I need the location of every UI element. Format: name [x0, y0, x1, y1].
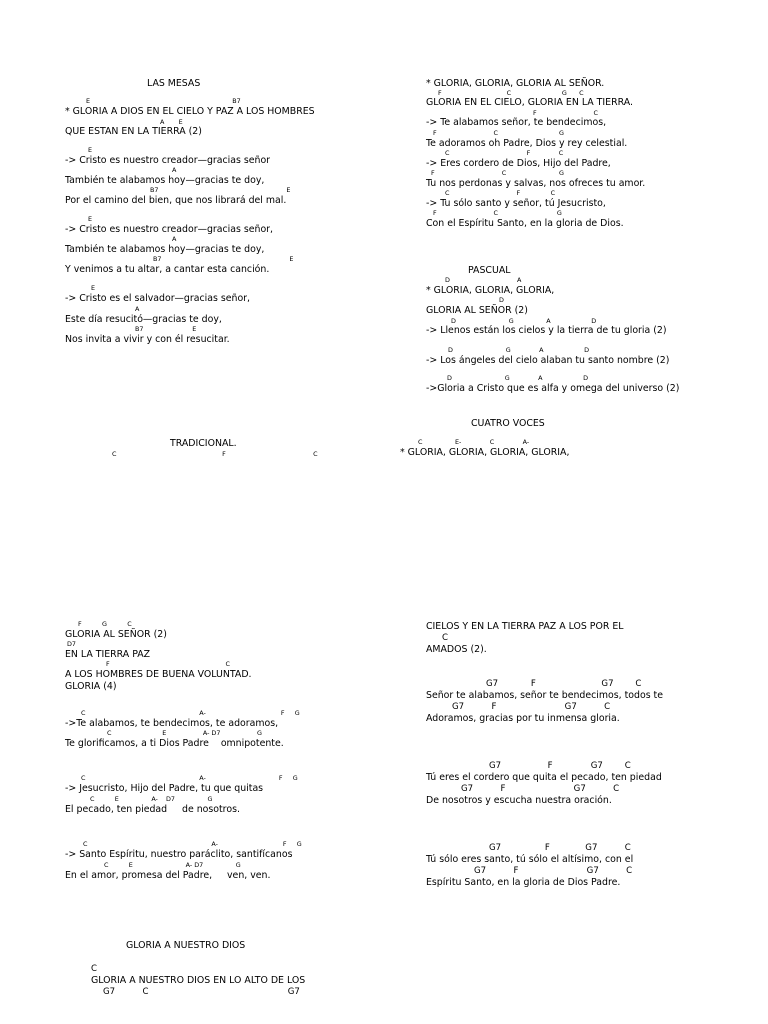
chord-line: B7 E — [153, 255, 294, 263]
lyric-line: -> Cristo es el salvador—gracias señor, — [65, 293, 251, 304]
lyric-line: GLORIA AL SEÑOR (2) — [65, 629, 167, 640]
chord-line: F C — [106, 660, 230, 668]
lyric-line: -> Eres cordero de Dios, Hijo del Padre, — [426, 158, 611, 169]
chord-line: C F C — [445, 189, 556, 197]
lyric-line: * GLORIA, GLORIA, GLORIA AL SEÑOR. — [426, 78, 605, 89]
lyric-line: GLORIA AL SEÑOR (2) — [426, 305, 528, 316]
chord-line: C E A- D7 G — [104, 861, 241, 869]
lyric-line: Tú sólo eres santo, tú sólo el altísimo, con el — [426, 854, 634, 865]
lyric-line: En el amor, promesa del Padre, ven, ven. — [65, 870, 271, 881]
chord-line: G7 F G7 C — [489, 843, 631, 853]
lyric-line: Con el Espíritu Santo, en la gloria de Dios. — [426, 218, 624, 229]
chord-line: D G A D — [448, 346, 590, 354]
lyric-line: * GLORIA A DIOS EN EL CIELO Y PAZ A LOS HOMBRES — [65, 106, 315, 117]
chord-line: C A- F G — [83, 840, 302, 848]
chord-line: G7 F G7 C — [489, 761, 631, 771]
lyric-line: GLORIA A NUESTRO DIOS EN LO ALTO DE LOS — [91, 975, 306, 986]
chord-line: E — [88, 215, 93, 223]
chord-line: A — [172, 235, 177, 243]
song-title: LAS MESAS — [147, 78, 201, 89]
lyric-line: Tu nos perdonas y salvas, nos ofreces tu amor. — [426, 178, 646, 189]
lyric-line: * GLORIA, GLORIA, GLORIA, GLORIA, — [400, 447, 570, 458]
chord-line: A — [135, 305, 140, 313]
chord-line: C E A- D7 G — [107, 729, 262, 737]
chord-line: F C G C — [438, 89, 584, 97]
chord-line: G7 F G7 C — [461, 784, 620, 794]
lyric-line: Te glorificamos, a ti Dios Padre omnipotente. — [65, 738, 284, 749]
chord-line: B7 E — [135, 325, 197, 333]
lyric-line: QUE ESTAN EN LA TIERRA (2) — [65, 126, 202, 137]
chord-line: F G C — [78, 620, 132, 628]
lyric-line: Adoramos, gracias por tu inmensa gloria. — [426, 713, 620, 724]
chord-line: C A- F G — [81, 709, 300, 717]
song-title: PASCUAL — [468, 265, 511, 276]
song-title: GLORIA A NUESTRO DIOS — [126, 940, 246, 951]
lyric-line: -> Santo Espíritu, nuestro paráclito, santifícanos — [65, 849, 293, 860]
chord-line: A — [172, 166, 177, 174]
lyric-line: CIELOS Y EN LA TIERRA PAZ A LOS POR EL — [426, 621, 624, 632]
song-title: CUATRO VOCES — [471, 418, 545, 429]
chord-line: D G A D — [447, 374, 589, 382]
lyric-line: También te alabamos hoy—gracias te doy, — [65, 244, 265, 255]
chord-line: D A — [445, 276, 522, 284]
chord-line: G7 F G7 C — [486, 679, 642, 689]
chord-line: C — [442, 633, 449, 643]
lyric-line: EN LA TIERRA PAZ — [65, 649, 151, 660]
lyric-line: Nos invita a vivir y con él resucitar. — [65, 334, 230, 345]
chord-line: E — [91, 284, 96, 292]
song-title: TRADICIONAL. — [170, 438, 237, 449]
chord-line: G7 C G7 — [103, 987, 300, 997]
lyric-line: -> Te alabamos señor, te bendecimos, — [426, 117, 607, 128]
chord-line: F C G — [433, 209, 562, 217]
lyric-line: ->Gloria a Cristo que es alfa y omega del universo (2) — [426, 383, 680, 394]
chord-line: C E- C A- — [418, 438, 530, 446]
chord-line: C F C — [112, 450, 318, 458]
lyric-line: -> Cristo es nuestro creador—gracias señor, — [65, 224, 274, 235]
lyric-line: Por el camino del bien, que nos librará del mal. — [65, 195, 287, 206]
chord-line: D — [499, 296, 504, 304]
lyric-line: De nosotros y escucha nuestra oración. — [426, 795, 612, 806]
lyric-line: Tú eres el cordero que quita el pecado, ten piedad — [426, 772, 662, 783]
chord-line: B7 E — [150, 186, 291, 194]
lyric-line: GLORIA EN EL CIELO, GLORIA EN LA TIERRA. — [426, 97, 633, 108]
lyric-line: -> Jesucristo, Hijo del Padre, tu que quitas — [65, 783, 264, 794]
chord-line: F C G — [433, 129, 564, 137]
chord-line: G7 F G7 C — [452, 702, 611, 712]
lyric-line: * GLORIA, GLORIA, GLORIA, — [426, 285, 555, 296]
lyric-line: AMADOS (2). — [426, 644, 487, 655]
chord-line: C A- F G — [81, 774, 298, 782]
chord-line: C E A- D7 G — [90, 795, 213, 803]
chord-line: A E — [160, 118, 183, 126]
lyric-line: Señor te alabamos, señor te bendecimos, todos te — [426, 690, 664, 701]
lyric-line: ->Te alabamos, te bendecimos, te adoramos, — [65, 718, 279, 729]
chord-line: C F C — [445, 149, 564, 157]
chord-line: D G A D — [451, 317, 597, 325]
chord-line: G7 F G7 C — [474, 866, 633, 876]
chord-line: F C G — [431, 169, 564, 177]
chord-line: D7 — [67, 640, 76, 648]
chord-line: F C — [533, 109, 599, 117]
lyric-line: -> Llenos están los cielos y la tierra de tu gloria (2) — [426, 325, 667, 336]
chord-line: E — [88, 146, 93, 154]
chord-line: C — [91, 964, 98, 974]
chord-line: E B7 — [86, 97, 241, 105]
lyric-line: Este día resucitó—gracias te doy, — [65, 314, 222, 325]
lyric-line: El pecado, ten piedad de nosotros. — [65, 804, 240, 815]
lyric-line: También te alabamos hoy—gracias te doy, — [65, 175, 265, 186]
lyric-line: -> Tu sólo santo y señor, tú Jesucristo, — [426, 198, 606, 209]
lyric-line: -> Cristo es nuestro creador—gracias señor — [65, 155, 271, 166]
lyric-line: -> Los ángeles del cielo alaban tu santo nombre (2) — [426, 355, 670, 366]
lyric-line: Te adoramos oh Padre, Dios y rey celestial. — [426, 138, 628, 149]
lyric-line: Espíritu Santo, en la gloria de Dios Padre. — [426, 877, 621, 888]
lyric-line: A LOS HOMBRES DE BUENA VOLUNTAD. — [65, 669, 252, 680]
lyric-line: Y venimos a tu altar, a cantar esta canción. — [65, 264, 270, 275]
lyric-line: GLORIA (4) — [65, 681, 117, 692]
